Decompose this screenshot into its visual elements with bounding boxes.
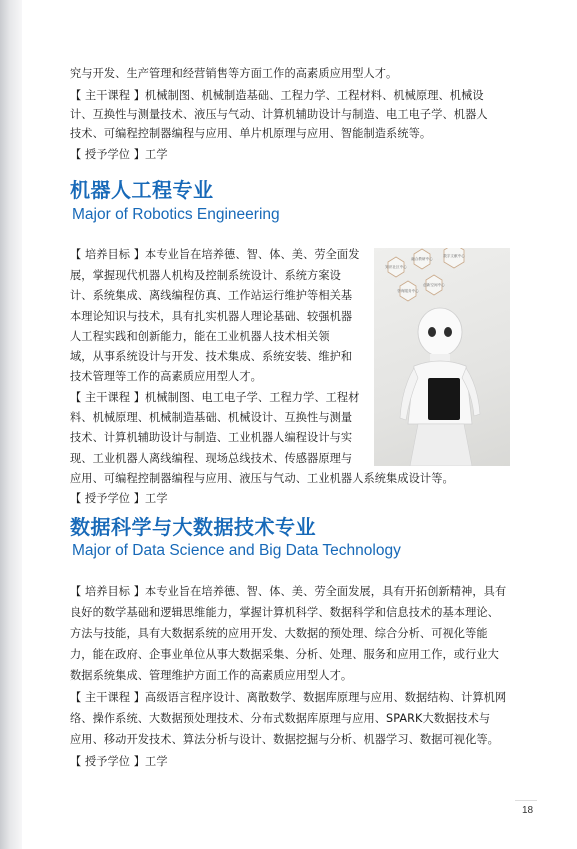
datasci-line: 络、操作系统、大数据预处理技术、分布式数据库原理与应用、SPARK大数据技术与 — [70, 712, 491, 725]
robotics-line: 技术管理等工作的高素质应用型人才。 — [70, 370, 262, 383]
robotics-line: 现、工业机器人离线编程、现场总线技术、传感器原理与 — [70, 452, 353, 465]
intro-line: 技术、可编程控制器编程与应用、单片机原理与应用、智能制造系统等。 — [70, 127, 432, 140]
robotics-line: 本理论知识与技术，具有扎实机器人理论基础、较强机器 — [70, 310, 353, 323]
robotics-line: 【 主干课程 】机械制图、电工电子学、工程力学、工程材 — [70, 391, 360, 404]
intro-line: 计、互换性与测量技术、液压与气动、计算机辅助设计与制造、电工电子学、机器人 — [70, 108, 488, 121]
robotics-line: 技术、计算机辅助设计与制造、工业机器人编程设计与实 — [70, 431, 353, 444]
robotics-line: 【 培养目标 】本专业旨在培养德、智、体、美、劳全面发 — [70, 248, 360, 261]
datasci-line: 良好的数学基础和逻辑思维能力，掌握计算机科学、数据科学和信息技术的基本理论、 — [70, 606, 499, 619]
robotics-title-cn: 机器人工程专业 — [70, 178, 214, 202]
page-number: 18 — [522, 805, 534, 816]
robotics-line: 【 授予学位 】工学 — [70, 492, 168, 505]
hex-label: 咨询服务中心 — [397, 289, 419, 293]
robotics-line: 展，掌握现代机器人机构及控制系统设计、系统方案设 — [70, 269, 341, 282]
datasci-title-en: Major of Data Science and Big Data Technology — [72, 542, 401, 559]
robot-figure — [400, 308, 480, 466]
robotics-line: 料、机械原理、机械制造基础、机械设计、互换性与测量 — [70, 411, 353, 424]
datasci-line: 【 授予学位 】工学 — [70, 755, 168, 768]
datasci-line: 数据系统集成、管理维护方面工作的高素质应用型人才。 — [70, 669, 353, 682]
robotics-line: 人工程实践和创新能力，能在工业机器人技术相关领 — [70, 330, 330, 343]
datasci-line: 方法与技能，具有大数据系统的应用开发、大数据的预处理、综合分析、可视化等能 — [70, 627, 488, 640]
intro-line: 【 主干课程 】机械制图、机械制造基础、工程力学、工程材料、机械原理、机械设 — [70, 89, 484, 102]
wall-hexagon — [444, 248, 464, 268]
hex-label: 创新空间中心 — [423, 283, 445, 287]
intro-line: 究与开发、生产管理和经营销售等方面工作的高素质应用型人才。 — [70, 67, 398, 80]
hex-label: 数字文献中心 — [443, 254, 465, 258]
page-number-rule — [515, 800, 537, 801]
datasci-line: 【 培养目标 】本专业旨在培养德、智、体、美、劳全面发展，具有开拓创新精神，具有 — [70, 585, 507, 598]
hex-label: 融合教研中心 — [411, 257, 433, 261]
robotics-title-en: Major of Robotics Engineering — [72, 206, 280, 223]
hex-label: 知识社区中心 — [385, 265, 407, 269]
datasci-title-cn: 数据科学与大数据技术专业 — [70, 515, 316, 539]
robotics-line: 应用、可编程控制器编程与应用、液压与气动、工业机器人系统集成设计等。 — [70, 472, 454, 485]
datasci-line: 【 主干课程 】高级语言程序设计、离散数学、数据库原理与应用、数据结构、计算机网 — [70, 691, 507, 704]
intro-line: 【 授予学位 】工学 — [70, 148, 168, 161]
robotics-line: 域，从事系统设计与开发、技术集成、系统安装、维护和 — [70, 350, 353, 363]
robot-illustration — [374, 248, 510, 466]
datasci-line: 应用、移动开发技术、算法分析与设计、数据挖掘与分析、机器学习、数据可视化等。 — [70, 733, 499, 746]
book-spine-shadow — [0, 0, 22, 849]
robot-photo — [374, 248, 510, 466]
datasci-line: 力，能在政府、企事业单位从事大数据采集、分析、处理、服务和应用工作，或行业大 — [70, 648, 499, 661]
robotics-line: 计、系统集成、离线编程仿真、工作站运行维护等相关基 — [70, 289, 353, 302]
